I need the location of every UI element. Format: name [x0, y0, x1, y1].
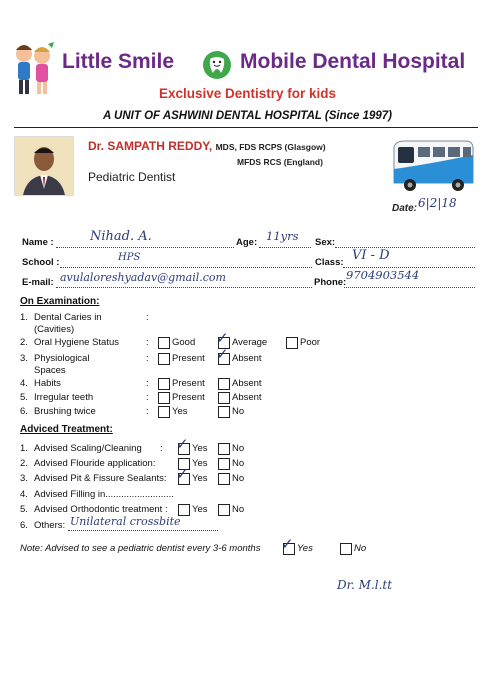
- hospital-title-right: Mobile Dental Hospital: [240, 50, 466, 73]
- phone-line: [344, 287, 475, 288]
- unit-line: A UNIT OF ASHWINI DENTAL HOSPITAL (Since 1997): [102, 110, 393, 122]
- treatment-1-label: Advised Scaling/Cleaning: [34, 443, 142, 454]
- exam-1-label-sub: (Cavities): [34, 324, 75, 335]
- treatment-1-number: 1.: [20, 443, 28, 454]
- exam-4-label: Habits: [34, 378, 61, 389]
- scaling-yes-label: Yes: [192, 443, 208, 454]
- note-yes-label: Yes: [297, 543, 313, 554]
- checkbox-sealants-no[interactable]: [218, 473, 230, 485]
- header-divider: [14, 127, 478, 128]
- hospital-subtitle: Exclusive Dentistry for kids: [158, 86, 337, 101]
- age-value: 11yrs: [266, 229, 299, 243]
- exam-4-colon: :: [146, 378, 149, 389]
- checkbox-habits-absent[interactable]: [218, 378, 230, 390]
- exam-6-colon: :: [146, 406, 149, 417]
- treatment-2-label: Advised Flouride application:: [34, 458, 156, 469]
- exam-5-label: Irregular teeth: [34, 392, 94, 403]
- checkmark-icon: ✓: [216, 329, 229, 347]
- school-label: School :: [22, 257, 60, 268]
- doctor-name-text: Dr. SAMPATH REDDY,: [88, 139, 213, 153]
- checkmark-icon: ✓: [216, 345, 229, 363]
- orthodontic-no-label: No: [232, 504, 245, 515]
- exam-5-number: 5.: [20, 392, 28, 403]
- treatment-5-number: 5.: [20, 504, 28, 515]
- sex-label: Sex:: [315, 237, 336, 248]
- exam-2-label: Oral Hygiene Status: [34, 337, 120, 348]
- hospital-title-left: Little Smile: [62, 50, 175, 73]
- phone-value: 9704903544: [346, 268, 420, 282]
- checkmark-icon: ✓: [176, 465, 189, 483]
- exam-4-number: 4.: [20, 378, 28, 389]
- school-value: HPS: [118, 252, 141, 263]
- email-line: [56, 287, 312, 288]
- treatment-3-label: Advised Pit & Fissure Sealants:: [34, 473, 167, 484]
- checkbox-orthodontic-no[interactable]: [218, 504, 230, 516]
- name-value: Nihad. A.: [90, 229, 152, 244]
- class-value: VI - D: [352, 248, 390, 263]
- doctor-photo: [14, 136, 74, 196]
- school-line: [60, 267, 312, 268]
- exam-1-colon: :: [146, 312, 149, 323]
- checkbox-poor[interactable]: [286, 337, 298, 349]
- treatment-5-label: Advised Orthodontic treatment :: [34, 504, 168, 515]
- others-line: [68, 530, 218, 531]
- advice-note: Note: Advised to see a pediatric dentist every 3-6 months: [20, 543, 261, 554]
- treatment-1-colon: :: [160, 443, 163, 454]
- doctor-role: Pediatric Dentist: [88, 170, 176, 184]
- email-label: E-mail:: [22, 277, 54, 288]
- treatment-heading: Adviced Treatment:: [20, 424, 113, 435]
- flouride-yes-label: Yes: [192, 458, 208, 469]
- others-value: Unilateral crossbite: [70, 515, 181, 528]
- spaces-absent-label: Absent: [232, 353, 262, 364]
- irregular-present-label: Present: [172, 392, 205, 403]
- exam-3-label: Physiological: [34, 353, 90, 364]
- habits-absent-label: Absent: [232, 378, 262, 389]
- examination-heading: On Examination:: [20, 296, 100, 307]
- orthodontic-yes-label: Yes: [192, 504, 208, 515]
- checkmark-icon: ✓: [176, 435, 189, 453]
- irregular-absent-label: Absent: [232, 392, 262, 403]
- doctor-signature: Dr. M.l.tt: [337, 578, 393, 592]
- doctor-name: [88, 139, 326, 153]
- name-line: [56, 247, 234, 248]
- exam-2-number: 2.: [20, 337, 28, 348]
- checkbox-brushing-yes[interactable]: [158, 406, 170, 418]
- option-good-label: Good: [172, 337, 196, 348]
- treatment-3-number: 3.: [20, 473, 28, 484]
- checkbox-spaces-present[interactable]: [158, 353, 170, 365]
- note-no-label: No: [354, 543, 367, 554]
- checkbox-irregular-present[interactable]: [158, 392, 170, 404]
- option-average-label: Average: [232, 337, 268, 348]
- date-value: 6|2|18: [418, 196, 457, 210]
- class-label: Class:: [315, 257, 344, 268]
- email-value: avulaloreshyadav@gmail.com: [60, 271, 226, 284]
- flouride-no-label: No: [232, 458, 245, 469]
- exam-1-number: 1.: [20, 312, 28, 323]
- sealants-no-label: No: [232, 473, 245, 484]
- spaces-present-label: Present: [172, 353, 205, 364]
- treatment-4-label: Advised Filling in..........................: [34, 489, 174, 500]
- checkbox-good[interactable]: [158, 337, 170, 349]
- doctor-degrees-1: MDS, FDS RCPS (Glasgow): [215, 142, 326, 152]
- date-label: Date:: [392, 203, 418, 214]
- age-line: [259, 247, 311, 248]
- brushing-yes-label: Yes: [172, 406, 188, 417]
- checkbox-flouride-no[interactable]: [218, 458, 230, 470]
- teeth-friends-logo: [199, 46, 235, 82]
- doctor-degrees-2: MFDS RCS (England): [237, 157, 323, 167]
- exam-2-colon: :: [146, 337, 149, 348]
- treatment-6-number: 6.: [20, 520, 28, 531]
- sealants-yes-label: Yes: [192, 473, 208, 484]
- scaling-no-label: No: [232, 443, 245, 454]
- treatment-4-number: 4.: [20, 489, 28, 500]
- phone-label: Phone:: [314, 277, 347, 288]
- name-label: Name :: [22, 237, 54, 248]
- exam-3-colon: :: [146, 353, 149, 364]
- exam-6-label: Brushing twice: [34, 406, 96, 417]
- treatment-6-label: Others:: [34, 520, 66, 531]
- exam-3-label-sub: Spaces: [34, 365, 66, 376]
- checkbox-note-no[interactable]: [340, 543, 352, 555]
- age-label: Age:: [236, 237, 258, 248]
- option-poor-label: Poor: [300, 337, 321, 348]
- mobile-dental-bus-image: [388, 133, 478, 199]
- checkbox-scaling-no[interactable]: [218, 443, 230, 455]
- treatment-2-number: 2.: [20, 458, 28, 469]
- checkbox-habits-present[interactable]: [158, 378, 170, 390]
- habits-present-label: Present: [172, 378, 205, 389]
- exam-3-number: 3.: [20, 353, 28, 364]
- checkbox-irregular-absent[interactable]: [218, 392, 230, 404]
- exam-5-colon: :: [146, 392, 149, 403]
- brushing-no-label: No: [232, 406, 245, 417]
- checkmark-icon: ✓: [281, 535, 294, 553]
- exam-6-number: 6.: [20, 406, 28, 417]
- exam-1-label: Dental Caries in: [34, 312, 102, 323]
- checkbox-brushing-no[interactable]: [218, 406, 230, 418]
